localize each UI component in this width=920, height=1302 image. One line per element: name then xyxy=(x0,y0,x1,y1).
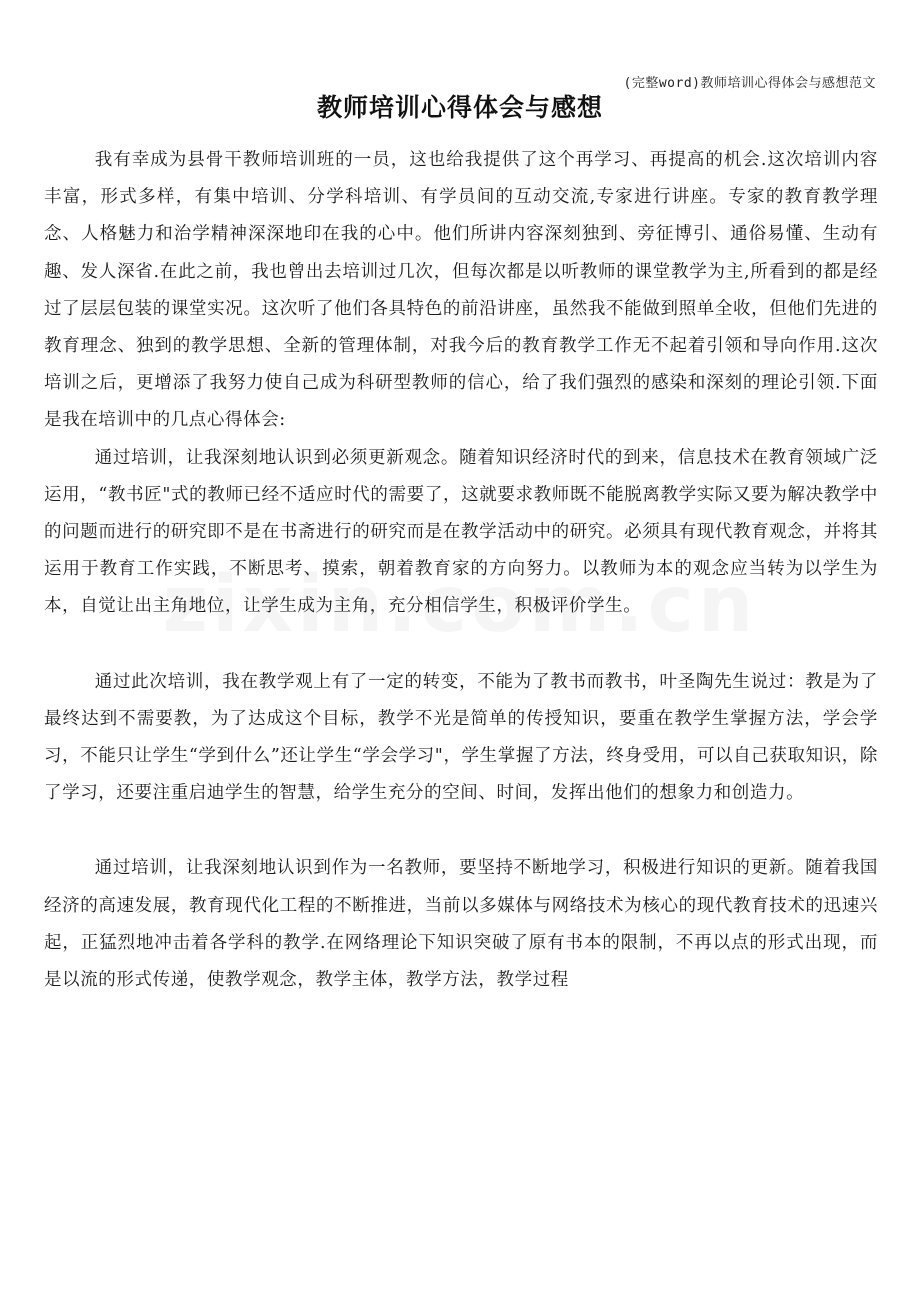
document-title: 教师培训心得体会与感想 xyxy=(316,93,603,122)
page-header: (完整word)教师培训心得体会与感想范文 xyxy=(623,76,876,91)
paragraph-3: 通过此次培训，我在教学观上有了一定的转变，不能为了教书而教书，叶圣陶先生说过：教是为了最终达到不需要教，为了达成这个目标，教学不光是简单的传授知识，要重在教学生掌握方法，学会学习，不能只让学生“学到什么”还让学生“学会学习"，学生掌握了方法，终身受用，可以自己获取知识，除了学习，还要注重启迪学生的智慧，给学生充分的空间、时间，发挥出他们的想象力和创造力。 xyxy=(44,671,878,804)
document-body xyxy=(44,142,878,999)
paragraph-4: 通过培训，让我深刻地认识到作为一名教师，要坚持不断地学习，积极进行知识的更新。随着我国经济的高速发展，教育现代化工程的不断推进，当前以多媒体与网络技术为核心的现代教育技术的迅速兴起，正猛烈地冲击着各学科的教学.在网络理论下知识突破了原有书本的限制，不再以点的形式出现，而是以流的形式传递，使教学观念，教学主体，教学方法，教学过程 xyxy=(44,858,878,991)
paragraph-spacer xyxy=(44,812,878,850)
paragraph-spacer xyxy=(44,626,878,664)
paragraph-2: 通过培训，让我深刻地认识到必须更新观念。随着知识经济时代的到来，信息技术在教育领域广泛运用，“教书匠"式的教师已经不适应时代的需要了，这就要求教师既不能脱离教学实际又要为解决教学中的问题而进行的研究即不是在书斋进行的研究而是在教学活动中的研究。必须具有现代教育观念，并将其运用于教育工作实践，不断思考、摸索，朝着教育家的方向努力。以教师为本的观念应当转为以学生为本，自觉让出主角地位，让学生成为主角，充分相信学生，积极评价学生。 xyxy=(44,447,878,617)
paragraph-1: 我有幸成为县骨干教师培训班的一员，这也给我提供了这个再学习、再提高的机会.这次培训内容丰富，形式多样，有集中培训、分学科培训、有学员间的互动交流,专家进行讲座。专家的教育教学理念、人格魅力和治学精神深深地印在我的心中。他们所讲内容深刻独到、旁征博引、通俗易懂、生动有趣、发人深省.在此之前，我也曾出去培训过几次，但每次都是以听教师的课堂教学为主,所看到的都是经过了层层包装的课堂实况。这次听了他们各具特色的前沿讲座，虽然我不能做到照单全收，但他们先进的教育理念、独到的教学思想、全新的管理体制，对我今后的教育教学工作无不起着引领和导向作用.这次培训之后，更增添了我努力使自己成为科研型教师的信心，给了我们强烈的感染和深刻的理论引领.下面是我在培训中的几点心得体会: xyxy=(44,150,878,431)
